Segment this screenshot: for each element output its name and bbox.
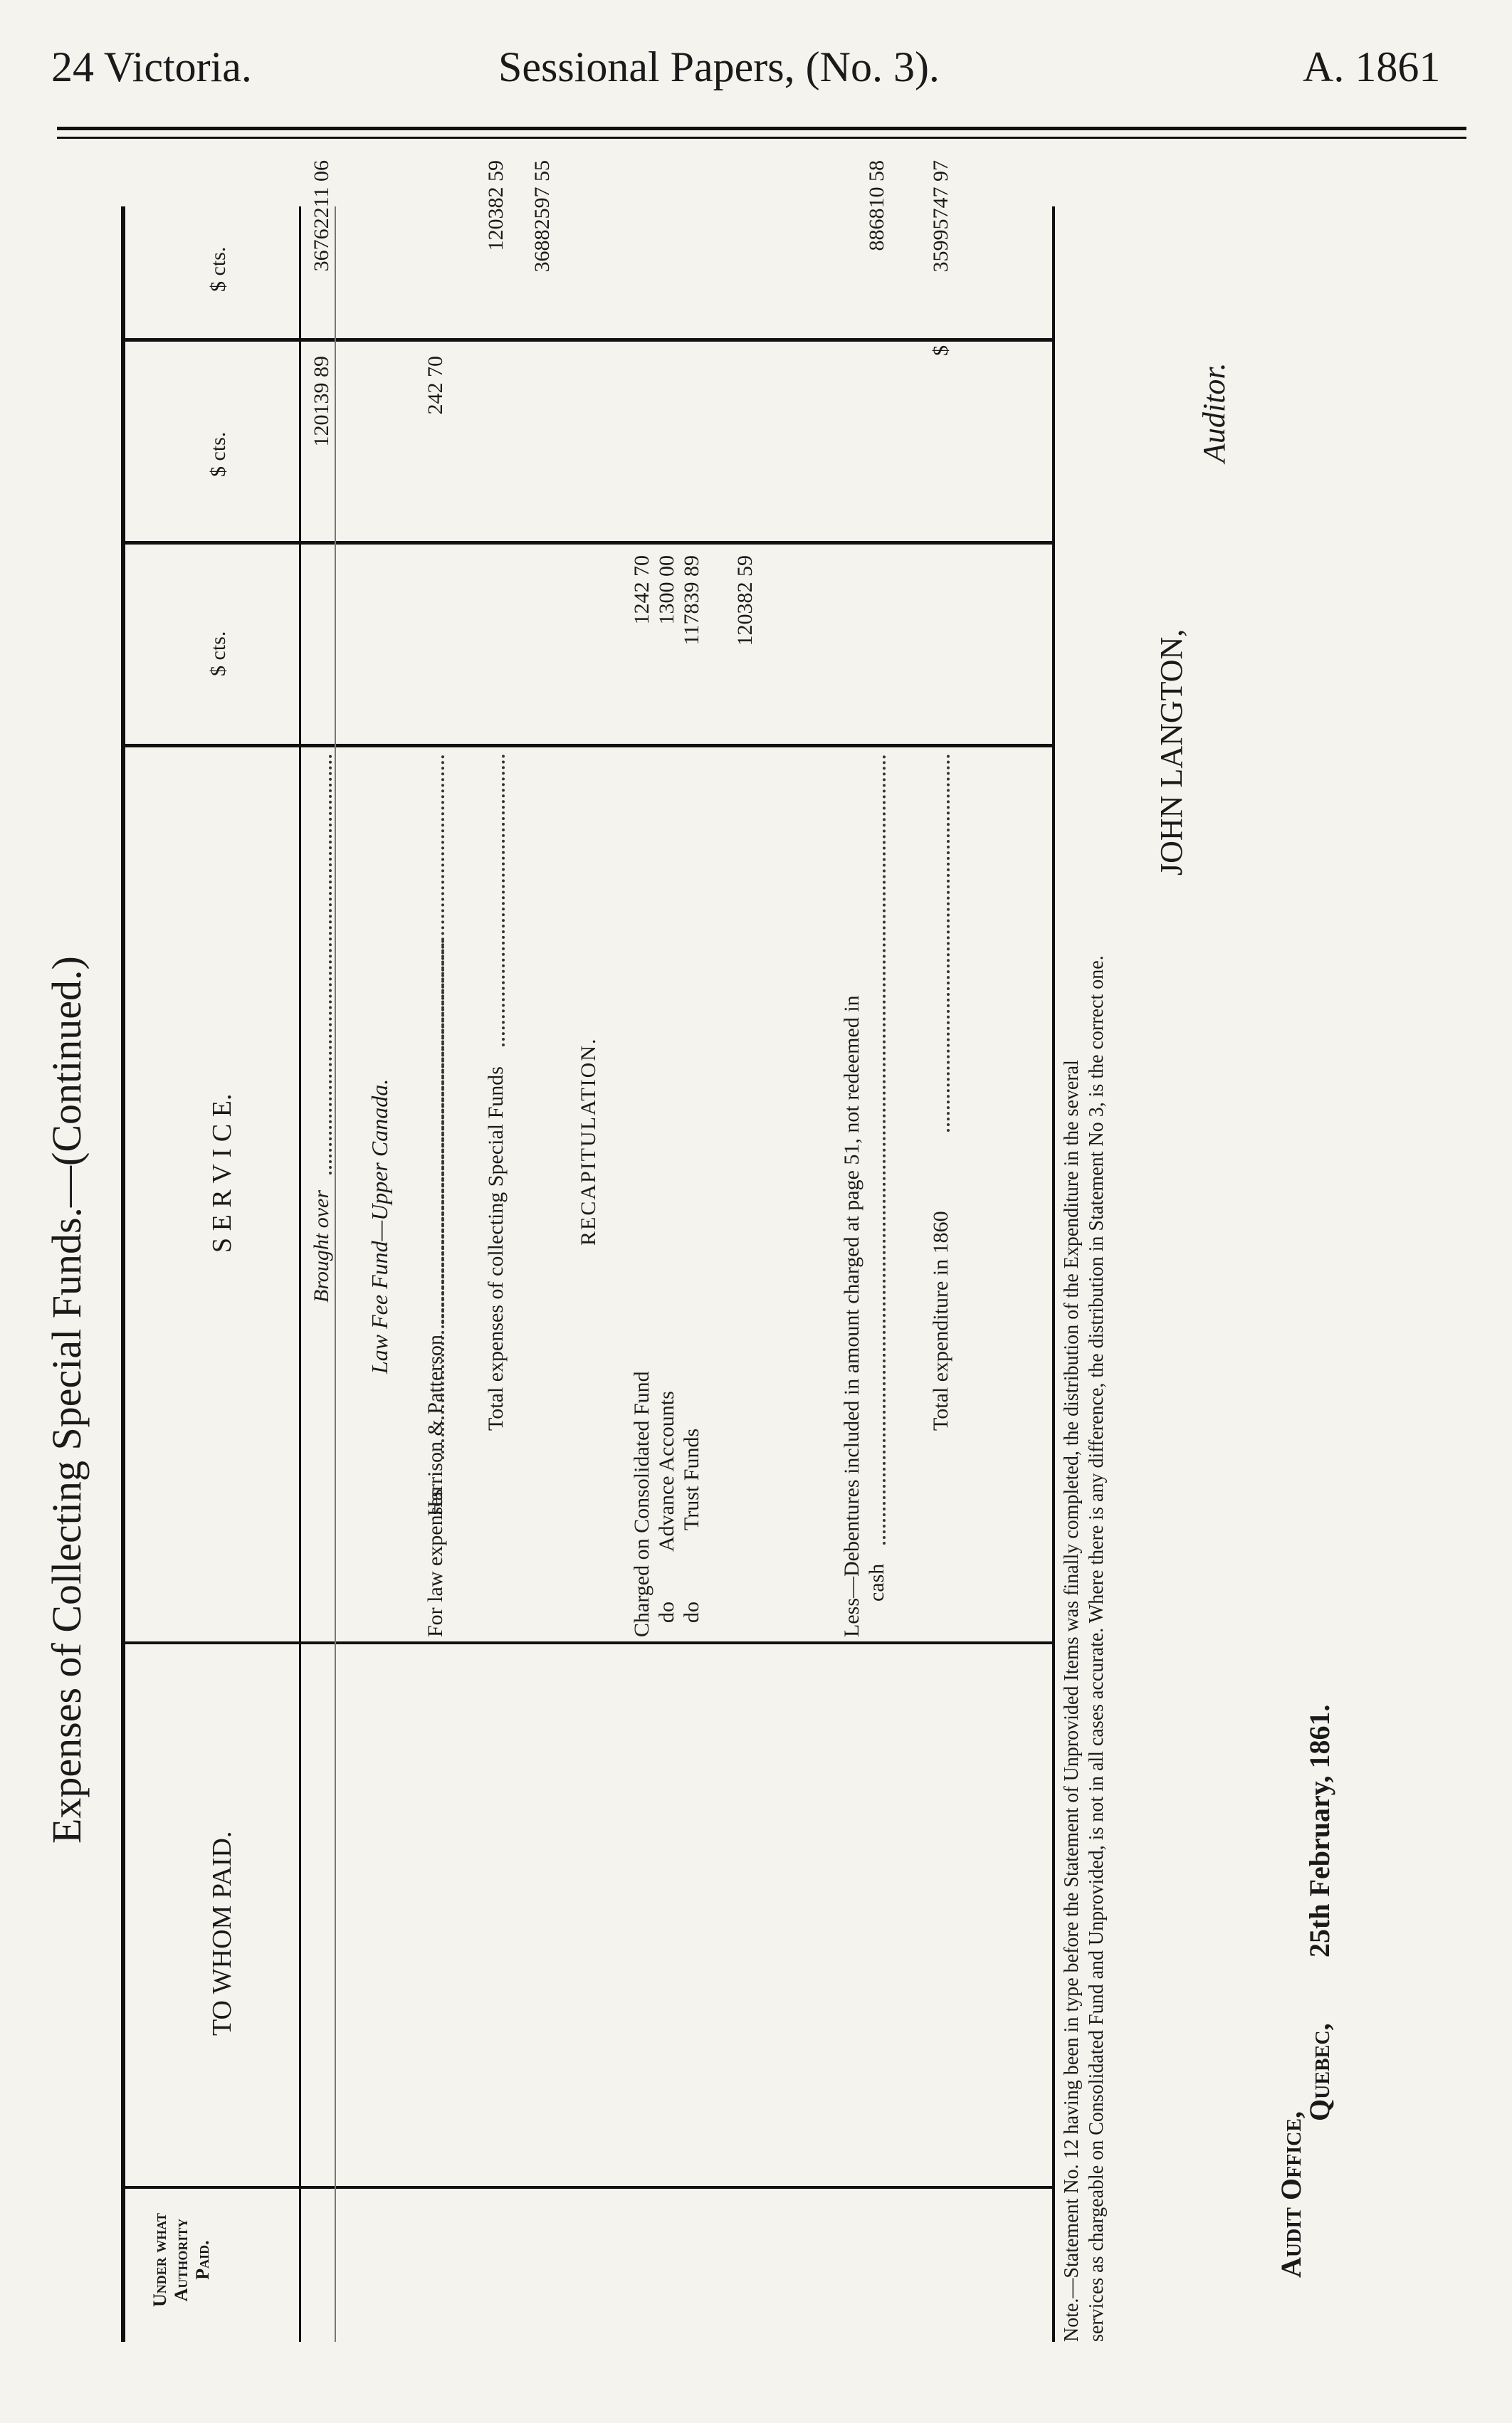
audit-office: Audit Office, — [1275, 2111, 1307, 2278]
total-expenditure-label: Total expenditure in 1860 — [929, 1211, 952, 1431]
law-expenses-c2: 242 70 — [424, 356, 447, 415]
subtotal-c3: 36882597 55 — [530, 160, 554, 273]
less-c3: 886810 58 — [865, 160, 888, 251]
dot-leader — [502, 755, 505, 1046]
col-header-service: S E R V I C E. — [207, 1093, 237, 1253]
do-1: do — [655, 1602, 678, 1623]
recap-total-c1: 120382 59 — [733, 555, 757, 646]
do-2: do — [680, 1602, 703, 1623]
total-special-c3: 120382 59 — [484, 160, 508, 251]
total-expenditure-c3: 35995747 97 — [929, 160, 952, 273]
col-header-c3: $ cts. — [206, 246, 230, 292]
brought-over-label: Brought over — [310, 1189, 333, 1303]
dot-leader — [883, 755, 886, 1545]
signature-date: 25th February, 1861. — [1303, 1704, 1335, 1957]
payee-harrison: Harrison & Patterson — [424, 1335, 447, 1516]
less-debentures-label: Less—Debentures included in amount charged at page 51, not redeemed in — [840, 995, 863, 1637]
charged-cf-label: Charged on Consolidated Fund — [630, 1371, 653, 1637]
col-header-authority: Under what Authority Paid. — [149, 2213, 213, 2307]
col-sep-c2 — [121, 338, 1054, 342]
law-fee-fund-heading: Law Fee Fund—Upper Canada. — [367, 1078, 392, 1374]
header-rule — [57, 127, 1466, 130]
less-debentures-cont: cash — [865, 1563, 888, 1602]
header-center: Sessional Papers, (No. 3). — [498, 43, 940, 90]
col-sep-c1 — [121, 541, 1054, 545]
col-sep-authority — [121, 2186, 1054, 2189]
signature-title: Auditor. — [1197, 362, 1232, 463]
note-line-1: Note.—Statement No. 12 having been in type before the Statement of Unprovided Items was finally completed, the distribution of the Expenditure in the several — [1061, 1060, 1083, 2342]
signature-name: JOHN LANGTON, — [1154, 629, 1189, 876]
total-dollar-sign: $ — [929, 345, 952, 356]
header-row-line — [299, 206, 301, 2342]
row-line-1 — [335, 206, 336, 2342]
col-header-c1: $ cts. — [206, 631, 230, 676]
header-rule-2 — [57, 137, 1466, 139]
advance-label: Advance Accounts — [655, 1391, 678, 1552]
col-header-c2: $ cts. — [206, 431, 230, 477]
dot-leader — [947, 755, 950, 1132]
page-title: Expenses of Collecting Special Funds.—(Continued.) — [43, 956, 90, 1844]
trust-c1: 117839 89 — [680, 555, 703, 646]
col-sep-service — [121, 744, 1054, 747]
advance-c1: 1300 00 — [655, 555, 678, 625]
rotated-table-region — [43, 149, 1335, 2356]
total-special-label: Total expenses of collecting Special Funds — [484, 1066, 508, 1431]
charged-cf-c1: 1242 70 — [630, 555, 653, 625]
dot-leader — [329, 755, 332, 1174]
col-header-to-whom: TO WHOM PAID. — [207, 1831, 237, 2036]
recapitulation-heading: RECAPITULATION. — [577, 1037, 600, 1246]
brought-over-c2: 120139 89 — [310, 356, 333, 447]
table-border-top — [121, 206, 125, 2342]
law-expenses-label: For law expenses — [424, 1488, 447, 1637]
trust-label: Trust Funds — [680, 1428, 703, 1530]
brought-over-c3: 36762211 06 — [310, 160, 333, 272]
note-line-2: services as chargeable on Consolidated Fund and Unprovided, is not in all cases accurate. Where there is any difference, the distribution in Statement No 3, is the correct one. — [1086, 955, 1108, 2342]
office-place: Quebec, — [1303, 2023, 1335, 2121]
table-border-bottom — [1052, 206, 1055, 2342]
header-right: A. 1861 — [1303, 43, 1441, 90]
dot-leader — [441, 755, 444, 1459]
header-left: 24 Victoria. — [51, 43, 252, 90]
col-sep-towhom — [121, 1641, 1054, 1644]
